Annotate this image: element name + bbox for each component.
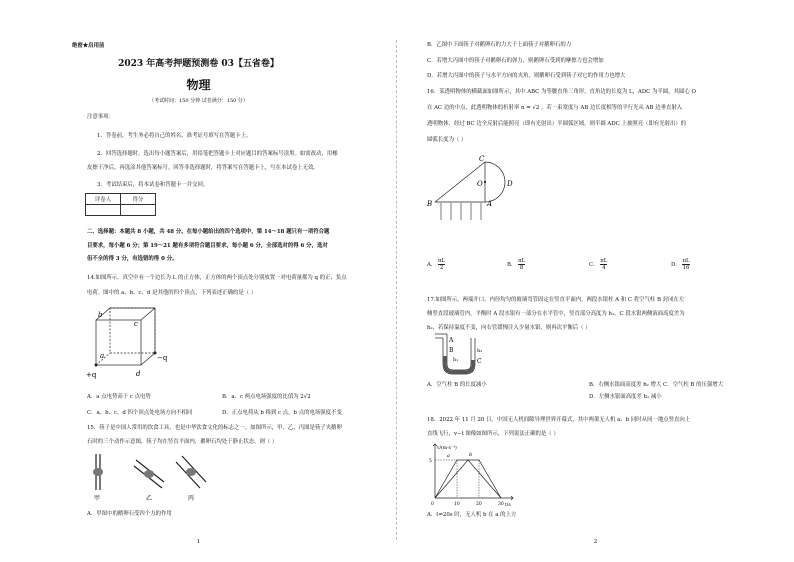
q14-option-a: A．a 点电势高于 c 点电势 <box>87 394 151 400</box>
cube-label-plus-q: +q <box>86 371 97 379</box>
q16-option-a-letter: A． <box>427 262 437 268</box>
q17-line-2: 侧竖直段玻璃管内，平衡时 A 段水银有一部分在水平管中，竖直部分高度为 h₁，C 段水银两侧液面高度差为 <box>427 311 685 317</box>
section2-line-3: 但不全的得 3 分，有选错的得 0 分。 <box>87 256 178 262</box>
score-table-grader: 评卷人 <box>86 194 121 205</box>
note-1: 1．答卷前，考生务必将自己的姓名、准考证号填写在答题卡上。 <box>97 133 252 139</box>
prism-label-a: A <box>487 200 493 208</box>
q18-option-a: A．t=20s 时，无人机 b 在 a 的上方 <box>427 512 517 518</box>
score-table-cell <box>121 205 156 216</box>
page-number-right: 2 <box>593 539 598 545</box>
u-tube-label-a: A <box>449 337 454 344</box>
exam-title: 2023 年高考押题预测卷 03【五省卷】 <box>118 59 279 69</box>
q17-line-3: h₂，若保持温度不变，向右管缓慢注入少量水银，则再次平衡后（ ） <box>427 325 591 331</box>
q14-line-2: 电荷。图中的 a、b、c、d 是其他的四个顶点，下列表述正确的是（ ） <box>87 290 257 296</box>
page-number-left: 1 <box>196 539 201 545</box>
q14-option-c: C．a、b、c、d 四个顶点处电场方向不相同 <box>87 410 193 416</box>
q18-line-2: 直线飞行，v−t 图像如图所示，下列说法正确的是（ ） <box>427 431 559 437</box>
u-tube-label-c: C <box>477 358 482 365</box>
vt-series-b: b <box>469 452 473 458</box>
u-tube-diagram <box>433 330 493 376</box>
q17-option-d: D．左侧水银面高度差 h₁ 减小 <box>589 394 662 400</box>
right-column <box>397 0 794 562</box>
figure-label-bing: 丙 <box>188 495 195 502</box>
prism-label-b: B <box>427 200 433 208</box>
exam-info: （考试时间：150 分钟 试卷满分：150 分） <box>149 98 248 104</box>
q16-option-b-den: 8 <box>519 265 524 271</box>
note-2b: 皮擦干净后，再选涂其他答案标号。回答非选择题时，将答案写在答题卡上，写在本试卷上无效。 <box>87 165 319 171</box>
q15-option-d: D．若增大丙图中的筷子与水平方向的夹角，则鹅卵石受到筷子对它的作用力也增大 <box>427 73 626 79</box>
q16-option-b-letter: B． <box>507 262 517 268</box>
figure-label-yi: 乙 <box>146 495 153 502</box>
q15-line-1: 15．筷子是中国人常用的饮食工具，也是中华饮食文化的标志之一。如图所示，甲、乙、丙图是筷子夹鹅卵 <box>87 425 342 431</box>
note-3: 3．考试结束后，将本试卷和答题卡一并交回。 <box>97 182 209 188</box>
q16-option-b-num: πL <box>518 258 526 264</box>
q16-option-c <box>589 258 607 271</box>
prism-label-d: D <box>507 180 513 188</box>
u-tube-label-b: B <box>449 347 454 354</box>
note-2a: 2．回答选择题时，选出每小题答案后，用铅笔把答题卡上对应题目的答案标号涂黑。如需改动，用橡 <box>97 151 338 157</box>
cube-label-minus-q: −q <box>157 354 168 362</box>
q16-option-c-letter: C． <box>589 262 599 268</box>
notes-heading: 注意事项： <box>87 114 114 120</box>
q16-line-3: 透明物体，经过 BC 边全反射后能照亮（即有光射出）半圆弧区域，则半圆 ADC 上被照亮（即有光射出）的 <box>427 121 687 127</box>
u-tube-label-h2: h₂ <box>477 348 483 354</box>
prism-label-o: O <box>477 180 483 188</box>
q14-option-b: B．a、c 两点电场强度的比值为 2√2 <box>222 394 311 400</box>
q16-line-2: 在 AC 边的中点，此透明物体的折射率 n = √2 。若一束宽度与 AB 边长度相等的平行光从 AB 边垂直射入 <box>427 105 683 111</box>
section2-line-1: 二、选择题：本题共 8 小题，共 48 分。在每小题给出的四个选项中，第 14～18 题只有一项符合题 <box>87 229 330 235</box>
q16-option-c-den: 4 <box>602 265 606 271</box>
q16-option-a-den: 2 <box>439 265 444 271</box>
q16-option-d <box>671 258 690 271</box>
cube-label-c: c <box>134 320 138 328</box>
q17-line-1: 17.如图所示，两端开口、内径均匀的玻璃弯管固定在竖直平面内，两段水银柱 A 和 C 将空气柱 B 封闭在左 <box>427 297 685 303</box>
cube-label-a: a <box>100 352 105 360</box>
prism-label-c: C <box>479 155 485 163</box>
vt-xtick-10: 10 <box>454 502 460 507</box>
q18-line-1: 18．2022 年 11 月 20 日，中国无人机间隙导理世界开幕式，其中两架无人机 a、b 同时从同一地点竖直向上 <box>427 417 691 423</box>
vt-xtick-0: 0 <box>431 502 434 507</box>
subject-title: 物理 <box>186 78 211 92</box>
q16-option-d-letter: D． <box>671 262 681 268</box>
vt-series-a: a <box>447 453 450 459</box>
q14-line-1: 14.如图所示，真空中有一个边长为 L 的正方体，正方体的两个顶点处分别放置一对电荷量都为 q 的正、负点 <box>87 275 347 281</box>
q16-option-a-num: πL <box>438 258 446 264</box>
vt-ytick: 5 <box>429 459 432 464</box>
q14-option-d: D．正点电荷从 b 移到 c 点，b 点的电场强度不变 <box>222 410 342 416</box>
vt-xlabel: t/s <box>505 503 511 508</box>
q16-option-b <box>507 258 525 271</box>
q16-option-a <box>427 258 445 271</box>
section2-line-2: 目要求，每小题 6 分；第 19～21 题有多项符合题目要求，每小题 6 分，全部选对的得 6 分，选对 <box>87 243 328 249</box>
q16-option-c-num: πL <box>600 258 608 264</box>
score-table <box>85 193 156 216</box>
q15-option-b: B．乙图中下面筷子对鹅卵石的力大于上面筷子对鹅卵石的力 <box>427 42 572 48</box>
q16-line-1: 16．某透明物体的横截面如图所示，其中 ABC 为等腰直角三角形，直角边的长度为 L，ADC 为半圆，其圆心 O <box>427 89 696 95</box>
q17-option-bc: B．右侧水银面高度差 h₂ 增大 C．空气柱 B 的压强增大 <box>589 382 724 388</box>
cube-label-b: b <box>98 311 103 319</box>
vt-ylabel: v/(m·s⁻¹) <box>437 446 457 451</box>
q17-option-a: A．空气柱 B 的长度减小 <box>427 382 487 388</box>
vt-xtick-30: 30 <box>498 502 504 507</box>
q15-option-c: C．若增大丙图中的筷子对鹅卵石的弹力，则鹅卵石受到的摩擦力也会增加 <box>427 58 604 64</box>
q16-line-4: 圆弧长度为（ ） <box>427 137 467 143</box>
q15-line-2: 石时的三个动作示意图，筷子均在竖直平面内，鹅卵石均处于静止状态，则（ ） <box>87 439 278 445</box>
q16-option-d-num: πL <box>682 258 690 264</box>
cube-diagram <box>86 300 166 382</box>
chopsticks-figures <box>86 452 216 502</box>
score-table-score: 得分 <box>121 194 156 205</box>
vt-graph <box>427 440 517 508</box>
cube-label-d: d <box>136 370 141 378</box>
figure-label-jia: 甲 <box>94 495 101 502</box>
q15-option-a: A．甲图中的鹅卵石受四个力的作用 <box>87 511 172 517</box>
u-tube-label-h1: h₁ <box>453 357 459 363</box>
score-table-cell <box>86 205 121 216</box>
q16-option-d-den: 16 <box>682 265 690 271</box>
prism-diagram <box>427 150 517 222</box>
secret-label: 绝密★启用前 <box>72 43 105 49</box>
vt-xtick-20: 20 <box>476 502 482 507</box>
